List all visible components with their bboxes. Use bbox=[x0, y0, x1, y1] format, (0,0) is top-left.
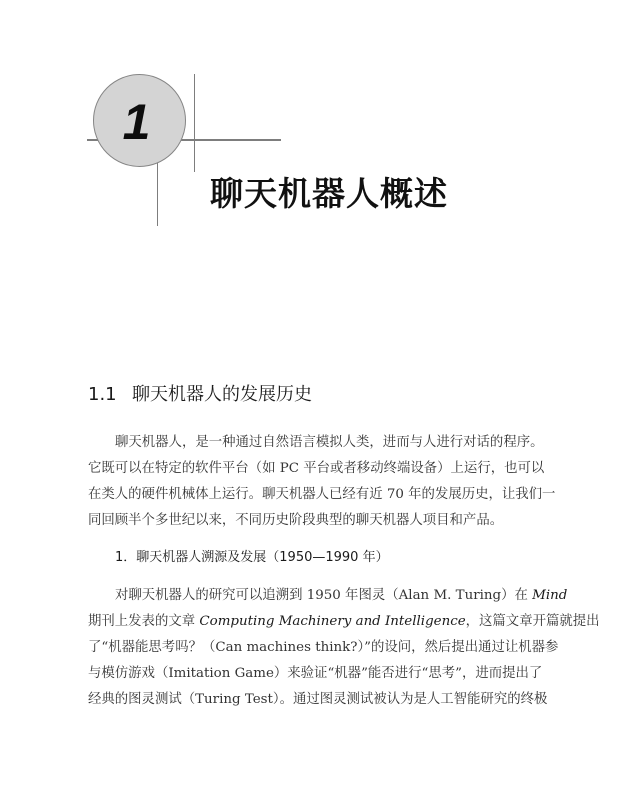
chapter-title: 聊天机器人概述 bbox=[210, 174, 448, 213]
paragraph-line: 聊天机器人，是一种通过自然语言模拟人类，进而与人进行对话的程序。 bbox=[115, 435, 544, 450]
section-title: 聊天机器人的发展历史 bbox=[132, 384, 312, 405]
chapter-vertical-rule-lower bbox=[157, 160, 158, 226]
history-paragraph bbox=[88, 583, 600, 713]
paragraph-line: 在类人的硬件机械体上运行。聊天机器人已经有近 70 年的发展历史，让我们一 bbox=[88, 487, 556, 502]
paragraph-line bbox=[88, 609, 600, 635]
journal-name: Mind bbox=[532, 588, 568, 603]
chapter-number: 1 bbox=[122, 93, 151, 150]
article-title: Computing Machinery and Intelligence bbox=[199, 614, 466, 629]
paragraph-line bbox=[88, 583, 568, 609]
paragraph-line: 经典的图灵测试（Turing Test）。通过图灵测试被认为是人工智能研究的终极 bbox=[88, 692, 548, 707]
intro-paragraph bbox=[88, 430, 556, 534]
chapter-number-badge bbox=[93, 74, 186, 167]
line-text: 期刊上发表的文章 bbox=[88, 614, 196, 629]
paragraph-line: 与模仿游戏（Imitation Game）来验证“机器”能否进行“思考”，进而提出了 bbox=[88, 666, 543, 681]
paragraph-line: 了“机器能思考吗？（Can machines think?）”的设问，然后提出通过让机器参 bbox=[88, 640, 559, 655]
section-number: 1.1 bbox=[88, 384, 117, 405]
line-text: ，这篇文章开篇就提出 bbox=[465, 614, 600, 629]
subsection-heading: 1．聊天机器人溯源及发展（1950—1990 年） bbox=[115, 550, 389, 565]
paragraph-line: 它既可以在特定的软件平台（如 PC 平台或者移动终端设备）上运行，也可以 bbox=[88, 461, 545, 476]
section-heading bbox=[88, 382, 312, 408]
chapter-vertical-rule-right bbox=[194, 74, 195, 172]
line-text: 对聊天机器人的研究可以追溯到 1950 年图灵（Alan M. Turing）在 bbox=[115, 588, 528, 603]
paragraph-line: 同回顾半个多世纪以来，不同历史阶段典型的聊天机器人项目和产品。 bbox=[88, 513, 504, 528]
